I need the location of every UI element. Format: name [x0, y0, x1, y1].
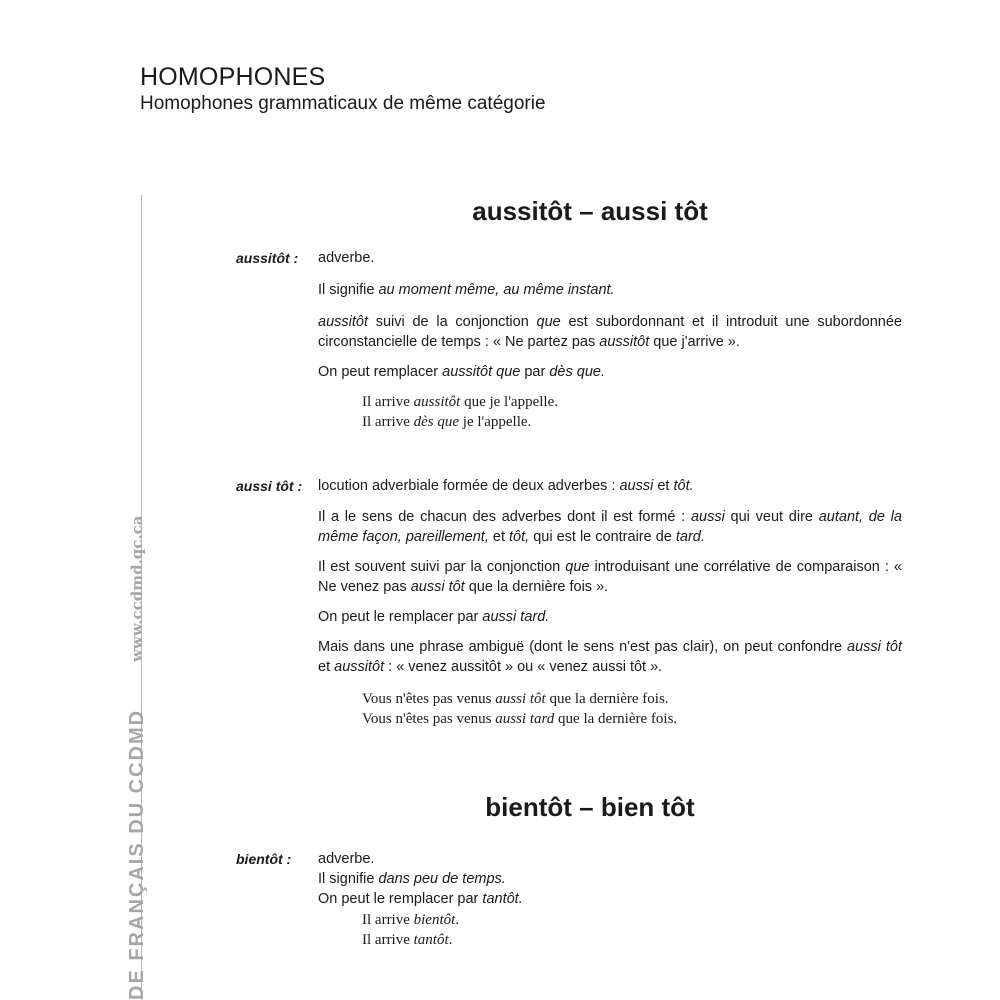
paragraph-bientot-meaning: Il signifie dans peu de temps. — [318, 871, 506, 887]
paragraph-aussi-tot-replace: On peut le remplacer par aussi tard. — [318, 609, 550, 625]
example-line: Il arrive tantôt. — [362, 932, 453, 948]
definition-bientot: adverbe. — [318, 851, 375, 867]
example-line: Il arrive dès que je l'appelle. — [362, 414, 532, 430]
example-bientot — [362, 910, 459, 950]
paragraph-aussitot-replace: On peut remplacer aussitôt que par dès que. — [318, 364, 605, 380]
example-line: Vous n'êtes pas venus aussi tôt que la dernière fois. — [362, 691, 669, 707]
bientot-block — [318, 849, 902, 909]
example-line: Il arrive aussitôt que je l'appelle. — [362, 394, 558, 410]
definition-aussitot: adverbe. — [318, 250, 375, 266]
paragraph-aussitot-subordinate: aussitôt suivi de la conjonction que est subordonnant et il introduit une subordonnée circonstancielle de temps : « Ne partez pas aussitôt que j'arrive ». — [318, 314, 903, 350]
sidebar-brand: DE FRANÇAIS DU CCDMD — [126, 708, 148, 1000]
page-title: HOMOPHONES — [140, 63, 326, 91]
entry-label-bientot: bientôt : — [236, 851, 292, 867]
sidebar-vertical-text — [128, 516, 147, 1000]
entry-label-aussi-tot: aussi tôt : — [236, 478, 303, 494]
example-aussi-tot — [362, 689, 677, 729]
definition-aussi-tot: locution adverbiale formée de deux adverbes : aussi et tôt. — [318, 478, 694, 494]
paragraph-aussi-tot-meaning: Il a le sens de chacun des adverbes dont il est formé : aussi qui veut dire autant, de la même façon, pareillement, et tôt, qui est le contraire de tard. — [318, 509, 902, 545]
paragraph-aussi-tot-ambiguous: Mais dans une phrase ambiguë (dont le sens n'est pas clair), on peut confondre aussi tôt et aussitôt : « venez aussitôt » ou « venez aussi tôt ». — [318, 639, 902, 675]
page-header — [140, 62, 546, 116]
example-line: Il arrive bientôt. — [362, 912, 460, 928]
example-line: Vous n'êtes pas venus aussi tard que la dernière fois. — [362, 711, 678, 727]
section-title-aussitot: aussitôt – aussi tôt — [472, 196, 708, 226]
example-aussitot — [362, 392, 558, 432]
sidebar-url: www.ccdmd.qc.ca — [128, 515, 146, 662]
page-subtitle: Homophones grammaticaux de même catégorie — [140, 93, 546, 114]
paragraph-bientot-replace: On peut le remplacer par tantôt. — [318, 891, 523, 907]
paragraph-aussitot-meaning: Il signifie au moment même, au même instant. — [318, 282, 615, 298]
entry-label-aussitot: aussitôt : — [236, 250, 299, 266]
paragraph-aussi-tot-comparison: Il est souvent suivi par la conjonction que introduisant une corrélative de comparaison : « Ne venez pas aussi tôt que la dernière fois ». — [318, 559, 902, 595]
section-title-bientot: bientôt – bien tôt — [485, 792, 695, 822]
